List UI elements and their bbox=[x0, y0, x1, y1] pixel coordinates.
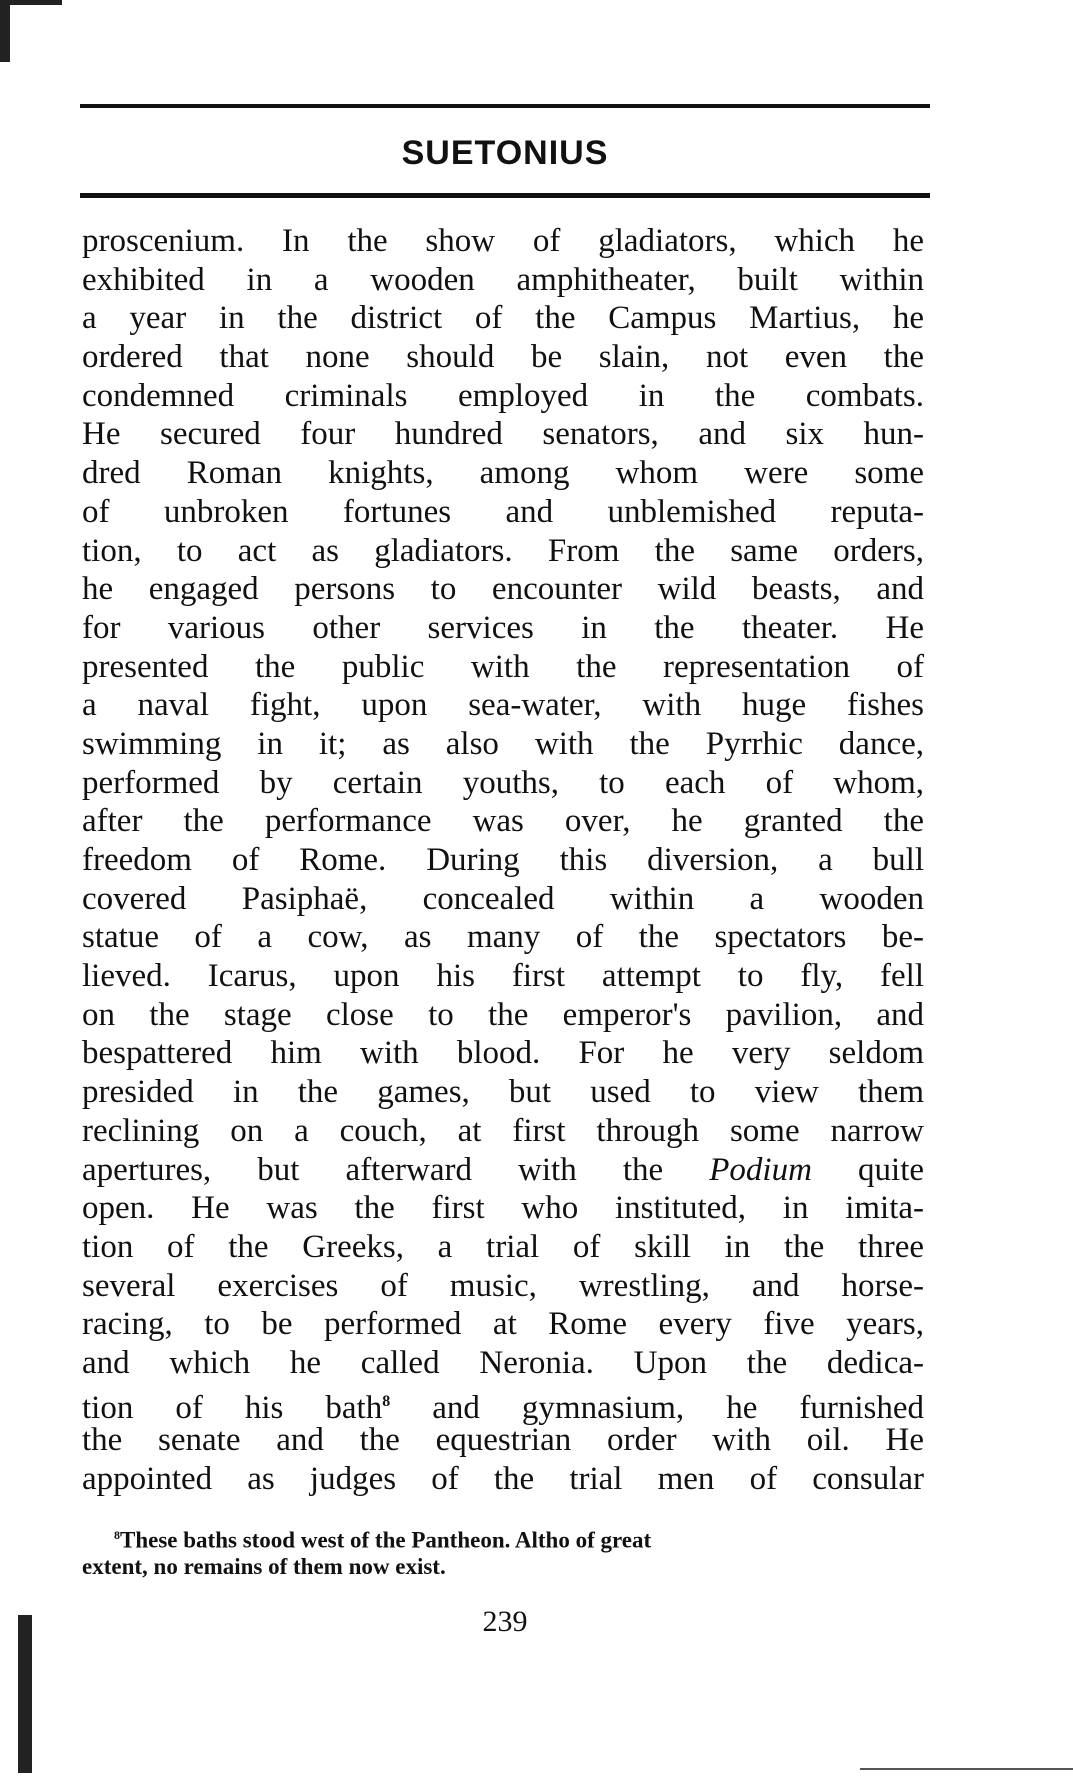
scan-edge-top-left bbox=[0, 0, 10, 62]
body-line: bespattered him with blood. For he very seldom bbox=[82, 1035, 924, 1072]
body-line: reclining on a couch, at first through some narrow bbox=[82, 1112, 924, 1149]
body-line: presented the public with the representation of bbox=[82, 648, 924, 685]
scan-edge-top-left-bar bbox=[0, 0, 62, 5]
footnote bbox=[82, 1520, 924, 1582]
body-line: several exercises of music, wrestling, and horse- bbox=[82, 1267, 924, 1304]
body-text bbox=[82, 222, 924, 1499]
body-line: for various other services in the theater. He bbox=[82, 609, 924, 646]
body-line: covered Pasiphaë, concealed within a wooden bbox=[82, 880, 924, 917]
body-line: of unbroken fortunes and unblemished reputa- bbox=[82, 493, 924, 530]
body-line: a year in the district of the Campus Martius, he bbox=[82, 300, 924, 337]
scan-edge-bottom-left bbox=[18, 1615, 32, 1773]
body-line: apertures, but afterward with the Podium quite bbox=[82, 1151, 925, 1188]
body-line: racing, to be performed at Rome every five years, bbox=[82, 1306, 924, 1343]
body-line: dred Roman knights, among whom were some bbox=[82, 455, 924, 492]
body-line: He secured four hundred senators, and six hun- bbox=[82, 416, 924, 453]
body-line: statue of a cow, as many of the spectators be- bbox=[82, 919, 924, 956]
body-line: tion, to act as gladiators. From the same orders, bbox=[82, 532, 924, 569]
body-line: on the stage close to the emperor's pavilion, and bbox=[82, 996, 924, 1033]
body-line: ordered that none should be slain, not even the bbox=[82, 339, 924, 376]
footnote-line: extent, no remains of them now exist. bbox=[82, 1554, 446, 1579]
page-number: 239 bbox=[482, 1605, 528, 1638]
body-line: condemned criminals employed in the combats. bbox=[82, 377, 924, 414]
body-line: performed by certain youths, to each of whom, bbox=[82, 764, 924, 801]
body-line: lieved. Icarus, upon his first attempt to fly, fell bbox=[82, 958, 924, 995]
body-line: he engaged persons to encounter wild beasts, and bbox=[82, 571, 924, 608]
body-line: freedom of Rome. During this diversion, a bull bbox=[82, 842, 924, 878]
italic-term: Podium bbox=[709, 1151, 812, 1188]
footnote-marker: 8 bbox=[114, 1528, 120, 1542]
body-line: and which he called Neronia. Upon the dedica- bbox=[82, 1344, 924, 1381]
body-line: a naval fight, upon sea-water, with huge fishes bbox=[82, 687, 924, 724]
header-rule-bottom bbox=[80, 193, 930, 198]
footnote-line: $^8$These baths stood west of the Pantheon. Altho of great bbox=[114, 1527, 652, 1553]
body-line: exhibited in a wooden amphitheater, built within bbox=[82, 261, 924, 298]
body-line: presided in the games, but used to view them bbox=[82, 1074, 924, 1111]
footnote-reference[interactable]: 8 bbox=[382, 1392, 391, 1410]
scan-edge-bottom-right bbox=[860, 1768, 1073, 1770]
running-title: SUETONIUS bbox=[401, 134, 609, 172]
body-line: tion of his bath$^8$ and gymnasium, he furnished bbox=[82, 1389, 924, 1426]
body-line: the senate and the equestrian order with oil. He bbox=[82, 1422, 924, 1459]
body-line: tion of the Greeks, a trial of skill in the three bbox=[82, 1228, 924, 1265]
body-line: after the performance was over, he granted the bbox=[82, 803, 924, 840]
body-line: proscenium. In the show of gladiators, which he bbox=[82, 223, 924, 259]
body-line: swimming in it; as also with the Pyrrhic dance, bbox=[82, 725, 924, 762]
body-line: open. He was the first who instituted, in imita- bbox=[82, 1190, 924, 1227]
body-line: appointed as judges of the trial men of consular bbox=[82, 1461, 924, 1497]
header-rule-top bbox=[80, 104, 930, 108]
